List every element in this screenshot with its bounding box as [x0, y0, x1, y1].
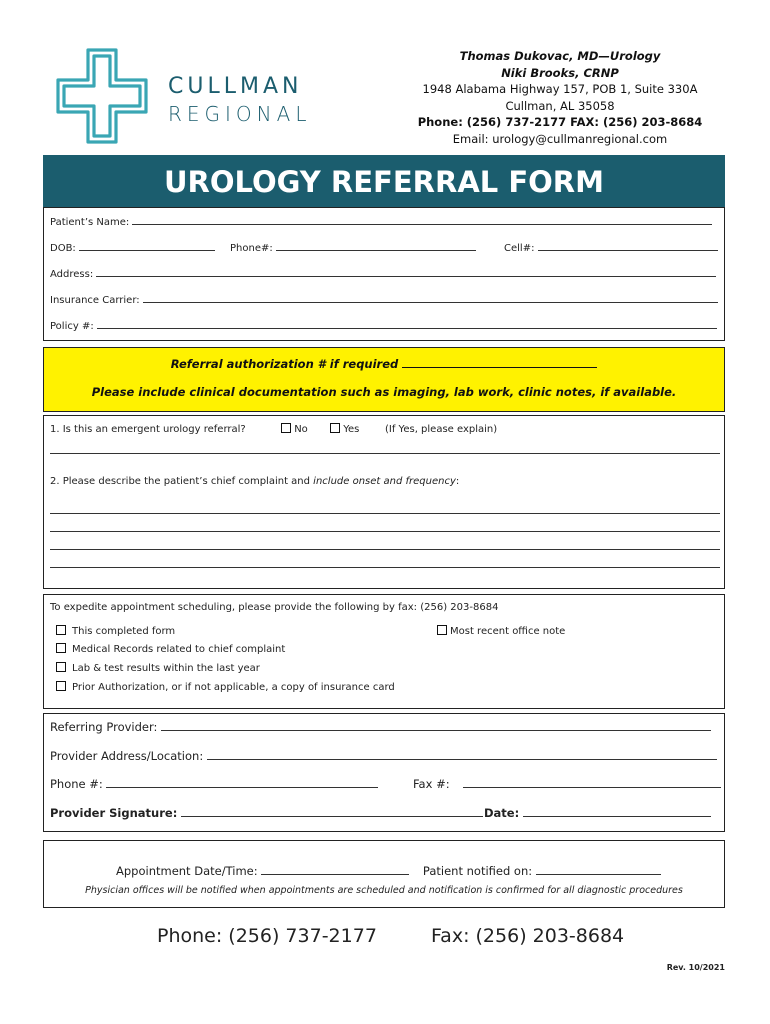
checklist-item[interactable]: [56, 625, 175, 637]
checklist-item[interactable]: [56, 643, 285, 655]
appointment-notification-note: Physician offices will be notified when appointments are scheduled and notification is confirmed for all diagnostic procedures: [85, 885, 683, 896]
cross-icon: [52, 44, 152, 148]
patient-name-field[interactable]: [132, 215, 712, 225]
city-state-zip: Cullman, AL 35058: [505, 98, 615, 113]
appointment-row: [116, 864, 661, 878]
cullman-regional-logo: [52, 44, 312, 148]
dob-field[interactable]: [79, 241, 215, 251]
emergent-yes-option[interactable]: [330, 423, 359, 435]
patient-info-section: [43, 207, 725, 341]
fax-checklist-section: [43, 594, 725, 709]
nurse-practitioner-name: Niki Brooks, CRNP: [501, 65, 619, 80]
policy-label: Policy #:: [50, 321, 94, 332]
checklist-item-office-note[interactable]: [437, 625, 565, 637]
complaint-line[interactable]: [50, 558, 720, 571]
checklist-item[interactable]: [56, 662, 260, 674]
physician-name: Thomas Dukovac, MD—Urology: [459, 49, 661, 63]
complaint-line[interactable]: [50, 522, 720, 535]
patient-dob-row: [50, 241, 215, 254]
insurance-field[interactable]: [143, 293, 718, 303]
patient-address-row: [50, 267, 716, 280]
signature-date-label: Date:: [484, 806, 520, 820]
footer-fax: Fax: (256) 203-8684: [431, 925, 625, 947]
logo-word-cullman: CULLMAN: [168, 74, 303, 99]
checklist-checkbox[interactable]: [437, 625, 447, 635]
authorization-field[interactable]: [402, 358, 597, 368]
provider-fax-row: [413, 777, 721, 791]
logo-word-regional: REGIONAL: [168, 102, 312, 126]
provider-phone-field[interactable]: [106, 777, 378, 788]
question-2: [50, 476, 459, 487]
signature-date-field[interactable]: [523, 806, 711, 817]
provider-phone-label: Phone #:: [50, 777, 103, 791]
explain-line[interactable]: [50, 444, 720, 457]
provider-info-section: [43, 713, 725, 832]
provider-address-label: Provider Address/Location:: [50, 749, 204, 763]
checklist-checkbox[interactable]: [56, 625, 66, 635]
yes-hint: (If Yes, please explain): [385, 424, 498, 435]
appointment-datetime-label: Appointment Date/Time:: [116, 864, 258, 878]
patient-phone-row: [230, 241, 476, 254]
dob-label: DOB:: [50, 243, 76, 254]
cell-label: Cell#:: [504, 243, 535, 254]
provider-address-row: [50, 749, 717, 763]
street-address: 1948 Alabama Highway 157, POB 1, Suite 330A: [422, 82, 698, 96]
provider-signature-row: [50, 806, 483, 820]
checklist-item[interactable]: [56, 681, 395, 693]
provider-fax-field[interactable]: [463, 777, 721, 788]
provider-signature-label: Provider Signature:: [50, 806, 178, 820]
provider-fax-label: Fax #:: [413, 777, 450, 791]
patient-notified-field[interactable]: [536, 864, 661, 875]
yes-label: Yes: [343, 424, 360, 435]
yes-checkbox[interactable]: [330, 423, 340, 433]
checklist-label: Medical Records related to chief complaint: [72, 644, 286, 655]
cell-field[interactable]: [538, 241, 718, 251]
checklist-label: This completed form: [72, 626, 176, 637]
contact-block: [410, 48, 710, 147]
policy-field[interactable]: [97, 319, 717, 329]
form-title: UROLOGY REFERRAL FORM: [164, 165, 604, 199]
fax-intro: To expedite appointment scheduling, please provide the following by fax: (256) 203-8684: [50, 602, 499, 613]
address-label: Address:: [50, 269, 94, 280]
form-title-banner: [43, 155, 725, 207]
referring-provider-row: [50, 720, 711, 734]
policy-row: [50, 319, 717, 332]
patient-name-row: [50, 215, 712, 228]
referral-notice-box: [43, 347, 725, 412]
provider-signature-field[interactable]: [181, 806, 483, 817]
question-1: 1. Is this an emergent urology referral?: [50, 424, 246, 435]
referring-provider-field[interactable]: [161, 720, 711, 731]
clinical-questions-section: [43, 415, 725, 589]
referring-provider-label: Referring Provider:: [50, 720, 158, 734]
checklist-checkbox[interactable]: [56, 681, 66, 691]
insurance-label: Insurance Carrier:: [50, 295, 140, 306]
appointment-section: [43, 840, 725, 908]
provider-address-field[interactable]: [207, 749, 717, 760]
no-checkbox[interactable]: [281, 423, 291, 433]
checklist-label: Prior Authorization, or if not applicable, a copy of insurance card: [72, 682, 395, 693]
question-2-text: 2. Please describe the patient’s chief complaint and: [50, 476, 310, 487]
checklist-label: Lab & test results within the last year: [72, 663, 260, 674]
patient-notified-label: Patient notified on:: [422, 864, 533, 878]
provider-phone-row: [50, 777, 378, 791]
address-field[interactable]: [96, 267, 716, 277]
no-label: No: [294, 424, 308, 435]
question-2-suffix: :: [455, 476, 460, 487]
emergent-no-option[interactable]: [281, 423, 308, 435]
checklist-checkbox[interactable]: [56, 662, 66, 672]
authorization-label: Referral authorization # if required: [170, 357, 399, 371]
phone-label: Phone#:: [230, 243, 273, 254]
revision-date: Rev. 10/2021: [666, 963, 725, 972]
documentation-note: Please include clinical documentation such as imaging, lab work, clinic notes, if available.: [91, 385, 677, 399]
patient-cell-row: [504, 241, 718, 254]
checklist-checkbox[interactable]: [56, 643, 66, 653]
email-line: Email: urology@cullmanregional.com: [452, 131, 668, 146]
question-2-italic: include onset and frequency: [313, 476, 456, 487]
complaint-line[interactable]: [50, 540, 720, 553]
appointment-datetime-field[interactable]: [261, 864, 409, 875]
insurance-row: [50, 293, 718, 306]
footer-phone: Phone: (256) 737-2177: [157, 925, 377, 947]
phone-field[interactable]: [276, 241, 476, 251]
phone-fax-line: Phone: (256) 737-2177 FAX: (256) 203-8684: [417, 115, 703, 129]
patient-name-label: Patient’s Name:: [50, 217, 130, 228]
checklist-label: Most recent office note: [450, 626, 566, 637]
complaint-line[interactable]: [50, 504, 720, 517]
signature-date-row: [484, 806, 711, 820]
authorization-row: [44, 357, 724, 371]
